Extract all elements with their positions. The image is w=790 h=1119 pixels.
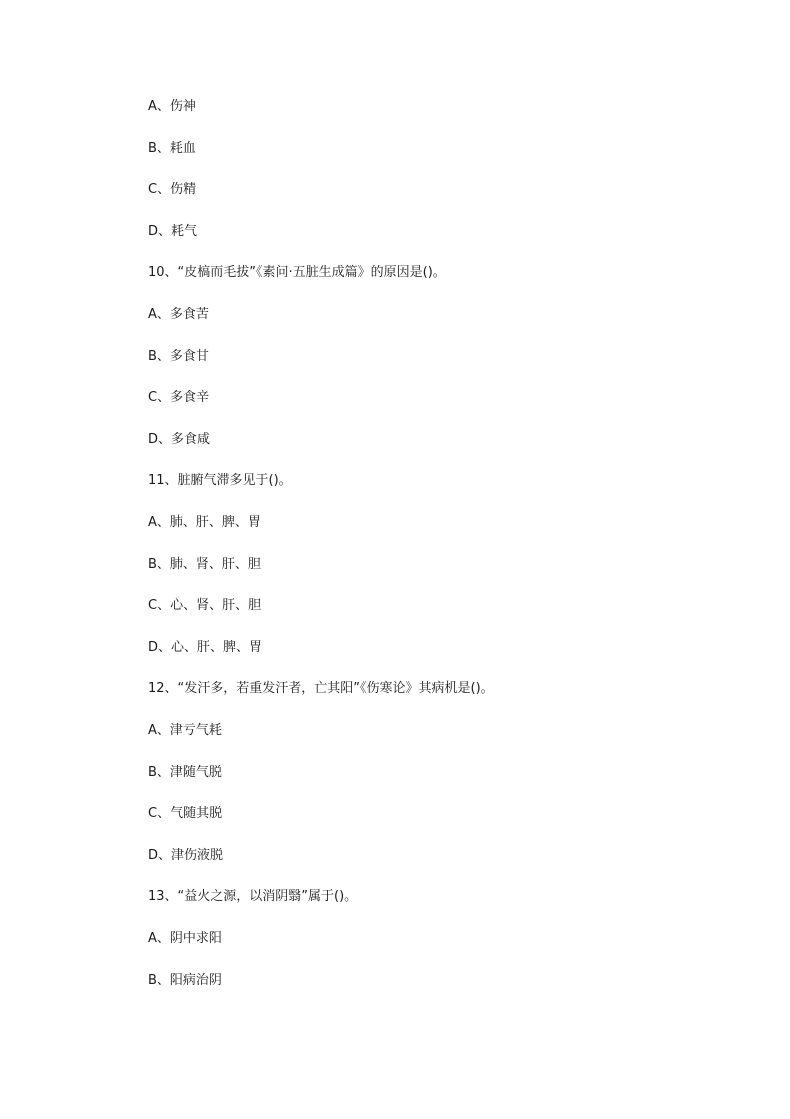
option-a-q10: A、多食苦 [148,307,209,322]
option-b-q13: B、阳病治阴 [148,973,222,988]
option-b-q11: B、肺、肾、肝、胆 [148,557,261,572]
option-b-q12: B、津随气脱 [148,765,222,780]
option-a-q12: A、津亏气耗 [148,723,222,738]
option-d-q12: D、津伤液脱 [148,848,224,863]
option-b-q10: B、多食甘 [148,349,209,364]
question-11: 11、脏腑气滞多见于()。 [148,473,292,488]
option-d-q9: D、耗气 [148,224,198,239]
question-13: 13、“益火之源，以消阴翳”属于()。 [148,889,358,904]
option-c-q10: C、多食辛 [148,390,210,405]
option-c-q12: C、气随其脱 [148,806,223,821]
option-d-q11: D、心、肝、脾、胃 [148,640,263,655]
option-b-q9: B、耗血 [148,141,196,156]
option-a-q9: A、伤神 [148,99,196,114]
option-a-q11: A、肺、肝、脾、胃 [148,515,261,530]
question-10: 10、“皮槁而毛拔”《素问·五脏生成篇》的原因是()。 [148,265,446,280]
option-a-q13: A、阴中求阳 [148,931,222,946]
option-c-q9: C、伤精 [148,182,197,197]
question-12: 12、“发汗多，若重发汗者，亡其阳”《伤寒论》其病机是()。 [148,681,494,696]
option-d-q10: D、多食咸 [148,432,211,447]
option-c-q11: C、心、肾、肝、胆 [148,598,262,613]
